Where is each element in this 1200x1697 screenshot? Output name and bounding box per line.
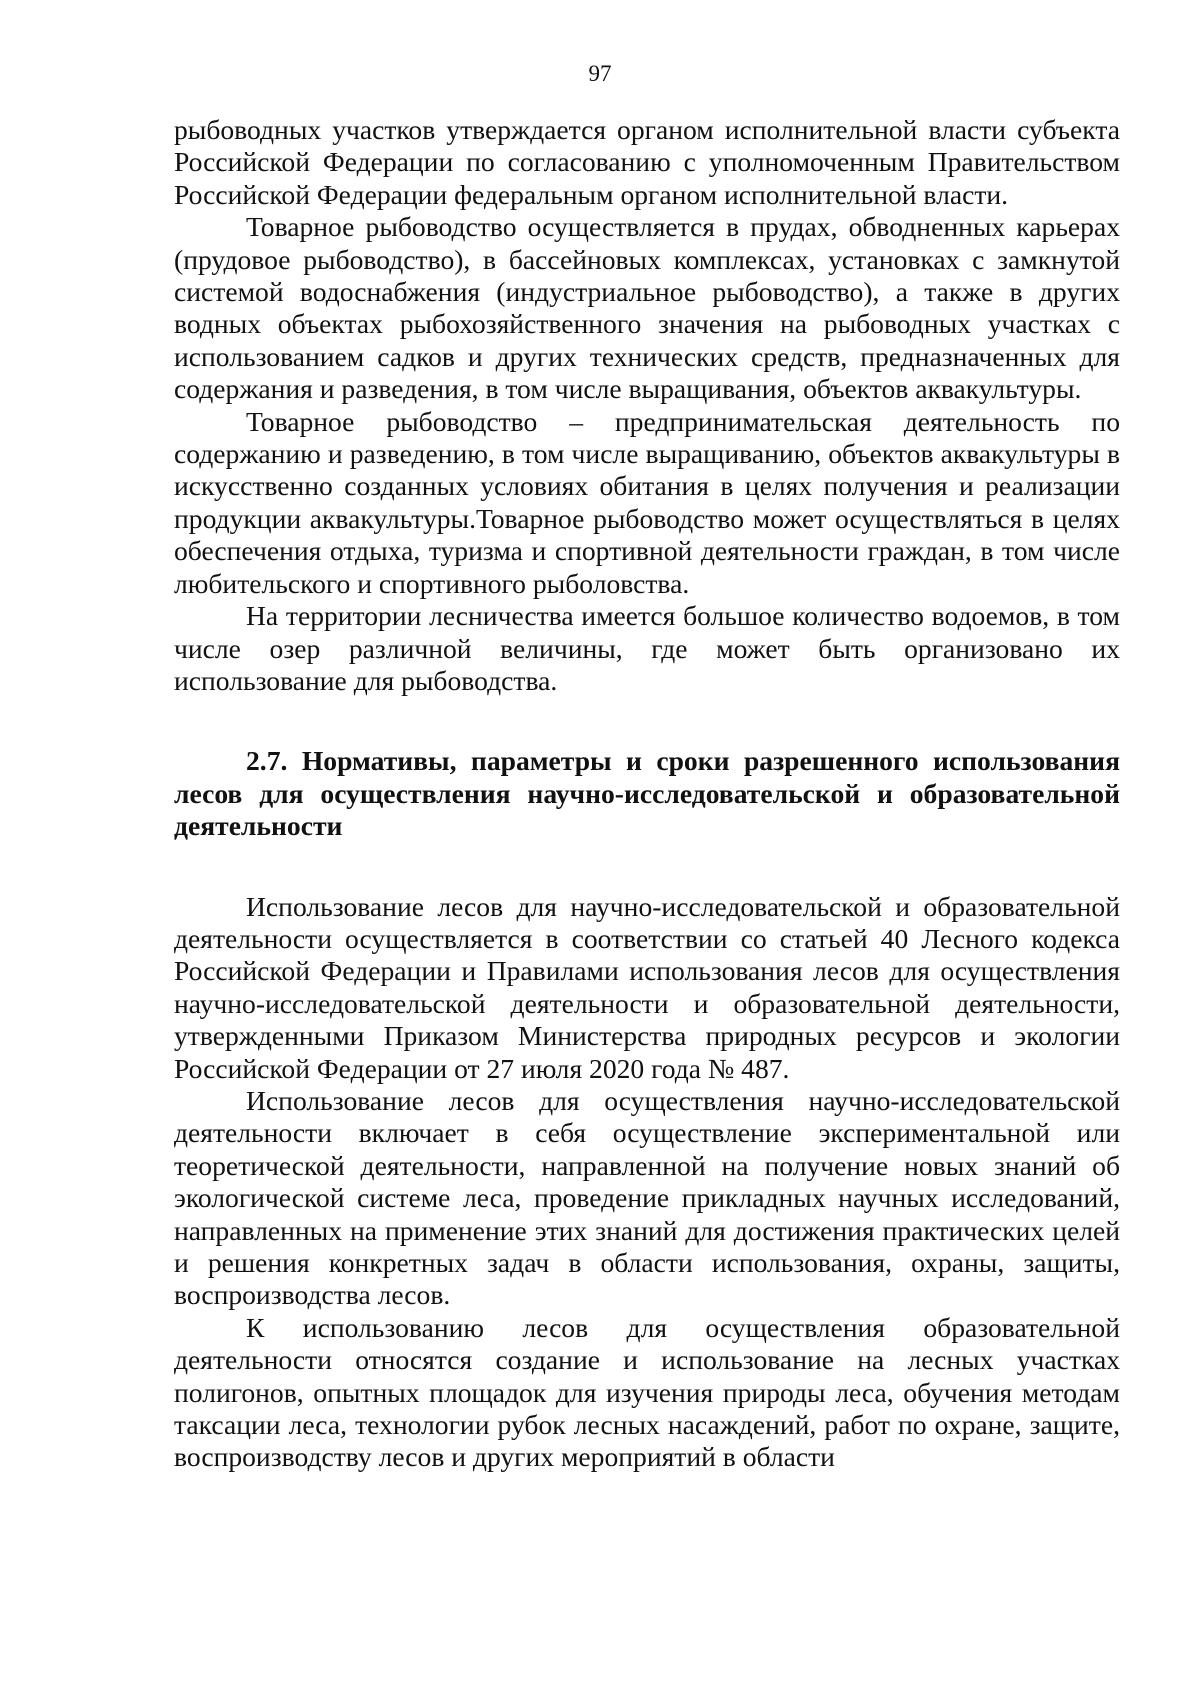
page-content xyxy=(174,114,1120,1474)
paragraph: Использование лесов для осуществления научно-исследовательской деятельности включает в себя осуществление экспериментальной или теоретической деятельности, направленной на получение новых знаний об экологической системе леса, проведение прикладных научных исследований, направленных на применение этих знаний для достижения практических целей и решения конкретных задач в области использования, охраны, защиты, воспроизводства лесов. xyxy=(174,1084,1120,1311)
paragraph: Товарное рыбоводство осуществляется в прудах, обводненных карьерах (прудовое рыбоводство), в бассейновых комплексах, установках с замкнутой системой водоснабжения (индустриальное рыбоводство), а также в других водных объектах рыбохозяйственного значения на рыбоводных участках с использованием садков и других технических средств, предназначенных для содержания и разведения, в том числе выращивания, объектов аквакультуры. xyxy=(174,211,1120,405)
section-heading: 2.7. Нормативы, параметры и сроки разрешенного использования лесов для осуществления научно-исследовательской и образовательной деятельности xyxy=(174,745,1120,842)
paragraph-continuation: рыбоводных участков утверждается органом исполнительной власти субъекта Российской Федерации по согласованию с уполномоченным Правительством Российской Федерации федеральным органом исполнительной власти. xyxy=(174,114,1120,210)
paragraph: На территории лесничества имеется большое количество водоемов, в том числе озер различной величины, где может быть организовано их использование для рыбоводства. xyxy=(174,600,1120,696)
page-number: 97 xyxy=(588,61,612,86)
paragraph-truncated: К использованию лесов для осуществления образовательной деятельности относятся создание и использование на лесных участках полигонов, опытных площадок для изучения природы леса, обучения методам таксации леса, технологии рубок лесных насаждений, работ по охране, защите, воспроизводству лесов и других мероприятий в области xyxy=(174,1311,1120,1473)
paragraph: Использование лесов для научно-исследовательской и образовательной деятельности осуществляется в соответствии со статьей 40 Лесного кодекса Российской Федерации и Правилами использования лесов для осуществления научно-исследовательской деятельности и образовательной деятельности, утвержденными Приказом Министерства природных ресурсов и экологии Российской Федерации от 27 июля 2020 года № 487. xyxy=(174,890,1120,1084)
paragraph: Товарное рыбоводство – предпринимательская деятельность по содержанию и разведению, в том числе выращиванию, объектов аквакультуры в искусственно созданных условиях обитания в целях получения и реализации продукции аквакультуры.Товарное рыбоводство может осуществляться в целях обеспечения отдыха, туризма и спортивной деятельности граждан, в том числе любительского и спортивного рыболовства. xyxy=(174,405,1120,599)
